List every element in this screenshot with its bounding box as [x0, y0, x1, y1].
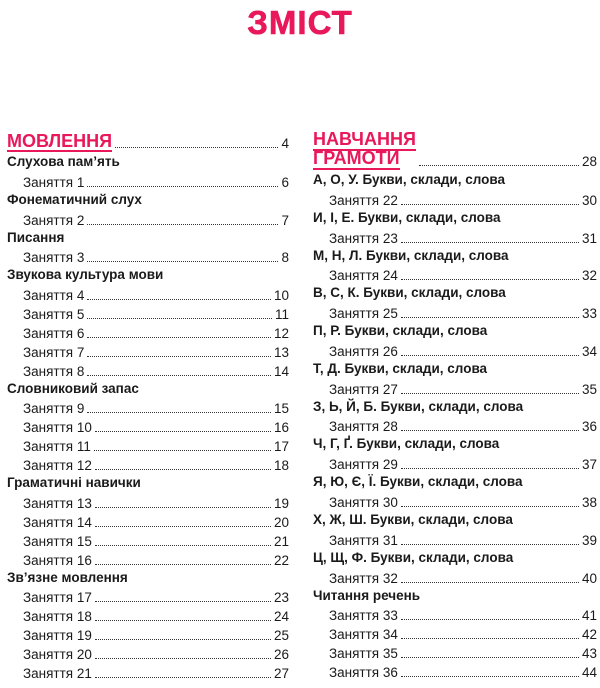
toc-entry-name: Заняття 32	[329, 570, 398, 586]
toc-topic[interactable]: М, Н, Л. Букви, склади, слова	[313, 247, 509, 263]
dot-leader	[401, 638, 579, 639]
toc-entry-page: 11	[274, 307, 289, 323]
toc-entry-page: 37	[581, 457, 597, 473]
toc-section-literacy[interactable]	[313, 130, 597, 170]
toc-entry[interactable]	[7, 172, 289, 191]
dot-leader	[95, 658, 271, 659]
toc-entry-name: Заняття 5	[23, 307, 85, 323]
toc-entry[interactable]	[7, 550, 289, 569]
section-label-line1: НАВЧАННЯ	[313, 129, 416, 149]
dot-leader	[419, 165, 579, 166]
toc-entry-name: Заняття 30	[329, 495, 398, 511]
toc-entry[interactable]	[313, 454, 597, 473]
toc-entry-name: Заняття 24	[329, 268, 398, 284]
dot-leader	[95, 469, 271, 470]
section-page: 4	[281, 136, 289, 151]
toc-entry[interactable]	[7, 210, 289, 229]
toc-entry-name: Заняття 12	[23, 458, 92, 474]
toc-entry[interactable]	[7, 342, 289, 361]
section-label: МОВЛЕННЯ	[7, 131, 113, 151]
toc-entry-page: 13	[273, 344, 289, 360]
toc-entry-name: Заняття 11	[23, 439, 91, 455]
toc-entry[interactable]	[7, 587, 289, 606]
toc-entry-page: 36	[581, 419, 597, 435]
toc-topic[interactable]: Х, Ж, Ш. Букви, склади, слова	[313, 512, 513, 528]
toc-entry[interactable]	[313, 530, 597, 549]
toc-entry[interactable]	[7, 247, 289, 266]
toc-topic[interactable]: Фонематичний слух	[7, 191, 142, 207]
dot-leader	[87, 224, 278, 225]
dot-leader	[95, 431, 271, 432]
dot-leader	[95, 620, 271, 621]
toc-left-entries	[7, 153, 289, 682]
toc-entry[interactable]	[7, 417, 289, 436]
toc-entry[interactable]	[7, 606, 289, 625]
toc-left-column	[7, 130, 289, 682]
section-page: 28	[581, 154, 597, 169]
toc-entry-page: 15	[273, 401, 289, 417]
page-title: ЗМІСТ	[247, 4, 353, 41]
toc-entry-page: 8	[281, 250, 289, 266]
dot-leader	[401, 355, 579, 356]
toc-entry-page: 18	[273, 458, 289, 474]
dot-leader	[95, 601, 271, 602]
toc-entry-name: Заняття 21	[23, 665, 92, 681]
dot-leader	[401, 430, 579, 431]
dot-leader	[87, 412, 271, 413]
toc-entry-page: 31	[581, 230, 597, 246]
toc-entry-page: 34	[581, 343, 597, 359]
toc-entry-name: Заняття 2	[23, 212, 85, 228]
dot-leader	[401, 468, 579, 469]
toc-section-speech[interactable]	[7, 130, 289, 152]
dot-leader	[87, 261, 278, 262]
toc-entry-page: 26	[273, 647, 289, 663]
toc-entry-page: 17	[273, 439, 289, 455]
toc-topic[interactable]: Словниковий запас	[7, 380, 139, 396]
toc-entry-page: 12	[273, 325, 289, 341]
dot-leader	[401, 619, 579, 620]
toc-entry-name: Заняття 17	[23, 590, 92, 606]
toc-entry-name: Заняття 35	[329, 646, 398, 662]
toc-right-column	[313, 130, 597, 681]
toc-entry-page: 38	[581, 495, 597, 511]
toc-topic[interactable]: Я, Ю, Є, Ї. Букви, склади, слова	[313, 474, 523, 490]
toc-entry[interactable]	[7, 625, 289, 644]
toc-entry-name: Заняття 34	[329, 627, 398, 643]
toc-topic[interactable]: П, Р. Букви, склади, слова	[313, 323, 488, 339]
toc-entry-page: 43	[581, 646, 597, 662]
toc-entry[interactable]	[7, 455, 289, 474]
toc-right-entries	[313, 171, 597, 681]
toc-entry[interactable]	[7, 304, 289, 323]
dot-leader	[87, 375, 271, 376]
toc-topic[interactable]: Т, Д. Букви, склади, слова	[313, 360, 488, 376]
toc-entry-name: Заняття 16	[23, 552, 92, 568]
dot-leader	[115, 147, 278, 148]
toc-entry[interactable]	[313, 624, 597, 643]
dot-leader	[87, 318, 272, 319]
toc-entry[interactable]	[7, 436, 289, 455]
toc-entry[interactable]	[313, 662, 597, 681]
toc-entry-page: 6	[281, 174, 289, 190]
toc-entry-name: Заняття 3	[23, 250, 85, 266]
toc-entry-name: Заняття 10	[23, 420, 92, 436]
toc-topic[interactable]: В, С, К. Букви, склади, слова	[313, 285, 506, 301]
dot-leader	[95, 564, 271, 565]
toc-entry[interactable]	[7, 399, 289, 418]
toc-entry-name: Заняття 18	[23, 609, 92, 625]
dot-leader	[401, 657, 579, 658]
dot-leader	[401, 582, 579, 583]
toc-topic[interactable]: Читання речень	[313, 587, 421, 603]
toc-entry[interactable]	[313, 568, 597, 587]
toc-entry-page: 44	[581, 665, 597, 681]
dot-leader	[95, 639, 271, 640]
toc-entry-name: Заняття 9	[23, 401, 85, 417]
dot-leader	[95, 545, 271, 546]
dot-leader	[95, 677, 271, 678]
toc-entry-name: Заняття 22	[329, 192, 398, 208]
toc-entry-name: Заняття 13	[23, 495, 92, 511]
toc-entry-page: 24	[273, 609, 289, 625]
toc-entry-name: Заняття 23	[329, 230, 398, 246]
toc-entry[interactable]	[313, 303, 597, 322]
toc-entry-name: Заняття 25	[329, 306, 398, 322]
toc-entry-name: Заняття 20	[23, 647, 92, 663]
toc-entry[interactable]	[7, 663, 289, 682]
toc-entry-name: Заняття 8	[23, 363, 85, 379]
toc-entry[interactable]	[7, 512, 289, 531]
dot-leader	[401, 506, 579, 507]
toc-entry[interactable]	[7, 644, 289, 663]
toc-entry[interactable]	[7, 285, 289, 304]
toc-topic[interactable]: З, Ь, Й, Б. Букви, склади, слова	[313, 398, 524, 414]
toc-entry-page: 20	[273, 514, 289, 530]
toc-topic[interactable]: Ц, Щ, Ф. Букви, склади, слова	[313, 549, 514, 565]
toc-entry[interactable]	[313, 643, 597, 662]
toc-entry-page: 42	[581, 627, 597, 643]
toc-entry-name: Заняття 31	[329, 532, 398, 548]
toc-entry-page: 21	[273, 533, 289, 549]
toc-entry[interactable]	[313, 190, 597, 209]
dot-leader	[401, 676, 579, 677]
dot-leader	[401, 393, 579, 394]
toc-entry-page: 23	[273, 590, 289, 606]
toc-entry-name: Заняття 33	[329, 608, 398, 624]
toc-entry-page: 32	[581, 268, 597, 284]
toc-entry-page: 10	[273, 288, 289, 304]
toc-entry-page: 40	[581, 570, 597, 586]
toc-entry[interactable]	[313, 492, 597, 511]
toc-entry[interactable]	[7, 323, 289, 342]
toc-entry[interactable]	[7, 361, 289, 380]
toc-entry-name: Заняття 1	[23, 174, 85, 190]
toc-entry-page: 33	[581, 306, 597, 322]
toc-entry[interactable]	[313, 228, 597, 247]
section-label	[313, 130, 416, 170]
toc-topic[interactable]: Писання	[7, 229, 65, 245]
dot-leader	[87, 299, 271, 300]
dot-leader	[87, 337, 271, 338]
toc-entry-name: Заняття 36	[329, 665, 398, 681]
toc-entry-name: Заняття 26	[329, 343, 398, 359]
toc-entry-name: Заняття 15	[23, 533, 92, 549]
toc-entry-page: 27	[273, 665, 289, 681]
toc-entry-name: Заняття 6	[23, 325, 85, 341]
dot-leader	[87, 186, 278, 187]
toc-entry[interactable]	[313, 341, 597, 360]
toc-topic[interactable]: Слухова пам’ять	[7, 154, 120, 169]
dot-leader	[95, 526, 271, 527]
dot-leader	[95, 507, 271, 508]
toc-topic[interactable]: А, О, У. Букви, склади, слова	[313, 172, 506, 187]
toc-entry-page: 35	[581, 381, 597, 397]
toc-entry-name: Заняття 14	[23, 514, 92, 530]
dot-leader	[401, 544, 579, 545]
toc-entry-page: 19	[273, 495, 289, 511]
toc-topic[interactable]: Ч, Г, Ґ. Букви, склади, слова	[313, 436, 500, 452]
dot-leader	[87, 356, 271, 357]
toc-entry[interactable]	[313, 265, 597, 284]
toc-entry-name: Заняття 27	[329, 381, 398, 397]
dot-leader	[94, 450, 271, 451]
dot-leader	[401, 317, 579, 318]
toc-entry[interactable]	[313, 417, 597, 436]
toc-entry[interactable]	[313, 379, 597, 398]
toc-entry-page: 30	[581, 192, 597, 208]
section-label-line2: ГРАМОТИ	[313, 148, 400, 168]
toc-entry[interactable]	[313, 605, 597, 624]
toc-entry-name: Заняття 28	[329, 419, 398, 435]
toc-entry-page: 39	[581, 532, 597, 548]
dot-leader	[401, 204, 579, 205]
dot-leader	[401, 279, 579, 280]
toc-entry-page: 22	[273, 552, 289, 568]
toc-entry-page: 16	[273, 420, 289, 436]
toc-entry[interactable]	[7, 493, 289, 512]
toc-topic[interactable]: И, І, Е. Букви, склади, слова	[313, 209, 501, 225]
toc-entry-page: 41	[581, 608, 597, 624]
toc-topic[interactable]: Звукова культура мови	[7, 267, 164, 283]
toc-entry-page: 7	[281, 212, 289, 228]
toc-entry[interactable]	[7, 531, 289, 550]
toc-entry-name: Заняття 29	[329, 457, 398, 473]
toc-entry-page: 14	[273, 363, 289, 379]
toc-topic[interactable]: Граматичні навички	[7, 475, 141, 491]
toc-entry-page: 25	[273, 628, 289, 644]
toc-entry-name: Заняття 19	[23, 628, 92, 644]
toc-entry-name: Заняття 7	[23, 344, 85, 360]
dot-leader	[401, 242, 579, 243]
toc-entry-name: Заняття 4	[23, 288, 85, 304]
toc-topic[interactable]: Зв’язне мовлення	[7, 569, 128, 585]
